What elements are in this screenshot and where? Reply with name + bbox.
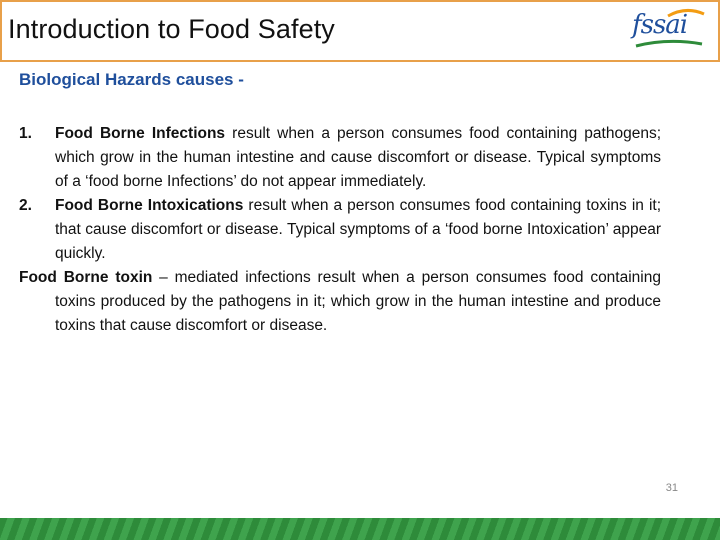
slide-title: Introduction to Food Safety bbox=[8, 14, 335, 44]
logo-text: fssai bbox=[632, 10, 688, 40]
item-term: Food Borne Infections bbox=[55, 125, 226, 142]
item-term: Food Borne Intoxications bbox=[55, 197, 244, 214]
fssai-logo bbox=[628, 8, 708, 50]
item-text: result when a person consumes food containing pathogens; which grow in the human intestine and cause discomfort or disease. Typical symptoms of a ‘food borne Infections’ do not appear immediately. bbox=[55, 125, 662, 190]
slide-header bbox=[0, 0, 720, 62]
extra-paragraph bbox=[19, 266, 661, 338]
footer-bar bbox=[0, 518, 720, 540]
body-text bbox=[19, 122, 661, 338]
list-item bbox=[19, 194, 661, 266]
item-text: result when a person consumes food containing toxins in it; that cause discomfort or disease. Typical symptoms of a ‘food borne Intoxication’ appear quickly. bbox=[55, 197, 661, 262]
item-number: 2. bbox=[19, 197, 32, 214]
item-number: 1. bbox=[19, 125, 32, 142]
extra-term: Food Borne toxin bbox=[19, 269, 153, 286]
extra-text: – mediated infections result when a person consumes food containing toxins produced by the pathogens in it; which grow in the human intestine and produce toxins that cause discomfort or disease. bbox=[55, 269, 661, 334]
list-item bbox=[19, 122, 661, 194]
section-heading: Biological Hazards causes - bbox=[19, 70, 244, 89]
page-number: 31 bbox=[665, 482, 678, 494]
